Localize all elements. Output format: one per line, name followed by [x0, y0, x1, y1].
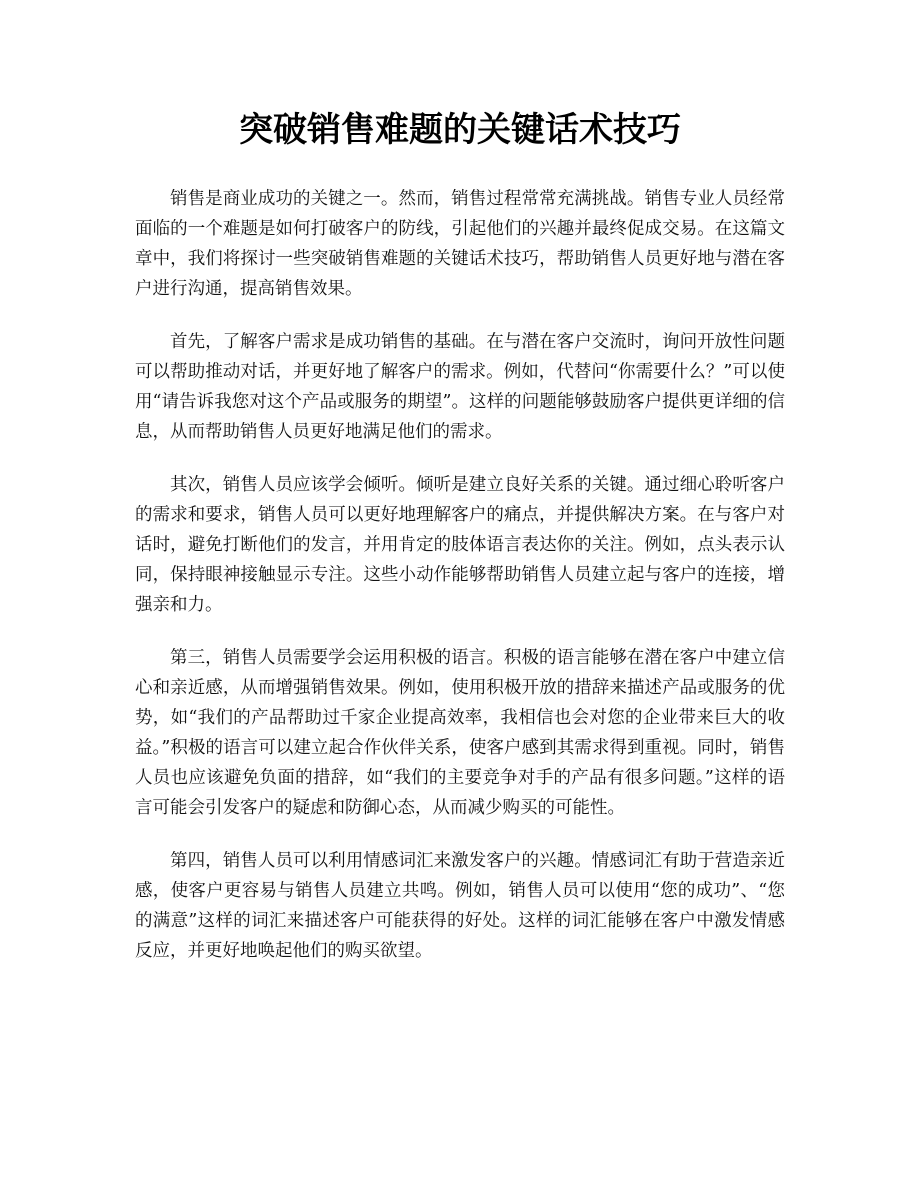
paragraph-third: 第三，销售人员需要学会运用积极的语言。积极的语言能够在潜在客户中建立信心和亲近感，从而增强销售效果。例如，使用积极开放的措辞来描述产品或服务的优势，如“我们的产品帮助过千家企业提高效率，我相信也会对您的企业带来巨大的收益。”积极的语言可以建立起合作伙伴关系，使客户感到其需求得到重视。同时，销售人员也应该避免负面的措辞，如“我们的主要竞争对手的产品有很多问题。”这样的语言可能会引发客户的疑虑和防御心态，从而减少购买的可能性。 [135, 648, 785, 818]
document-body [135, 184, 785, 989]
paragraph-first: 首先，了解客户需求是成功销售的基础。在与潜在客户交流时，询问开放性问题可以帮助推动对话，并更好地了解客户的需求。例如，代替问“你需要什么？”可以使用“请告诉我您对这个产品或服务的期望”。这样的问题能够鼓励客户提供更详细的信息，从而帮助销售人员更好地满足他们的需求。 [135, 332, 785, 442]
paragraph-second: 其次，销售人员应该学会倾听。倾听是建立良好关系的关键。通过细心聆听客户的需求和要求，销售人员可以更好地理解客户的痛点，并提供解决方案。在与客户对话时，避免打断他们的发言，并用肯定的肢体语言表达你的关注。例如，点头表示认同，保持眼神接触显示专注。这些小动作能够帮助销售人员建立起与客户的连接，增强亲和力。 [135, 475, 785, 615]
document-title: 突破销售难题的关键话术技巧 [239, 110, 681, 150]
paragraph-intro: 销售是商业成功的关键之一。然而，销售过程常常充满挑战。销售专业人员经常面临的一个难题是如何打破客户的防线，引起他们的兴趣并最终促成交易。在这篇文章中，我们将探讨一些突破销售难题的关键话术技巧，帮助销售人员更好地与潜在客户进行沟通，提高销售效果。 [135, 189, 785, 299]
paragraph-fourth: 第四，销售人员可以利用情感词汇来激发客户的兴趣。情感词汇有助于营造亲近感，使客户更容易与销售人员建立共鸣。例如，销售人员可以使用“您的成功”、“您的满意”这样的词汇来描述客户可能获得的好处。这样的词汇能够在客户中激发情感反应，并更好地唤起他们的购买欲望。 [135, 851, 785, 961]
